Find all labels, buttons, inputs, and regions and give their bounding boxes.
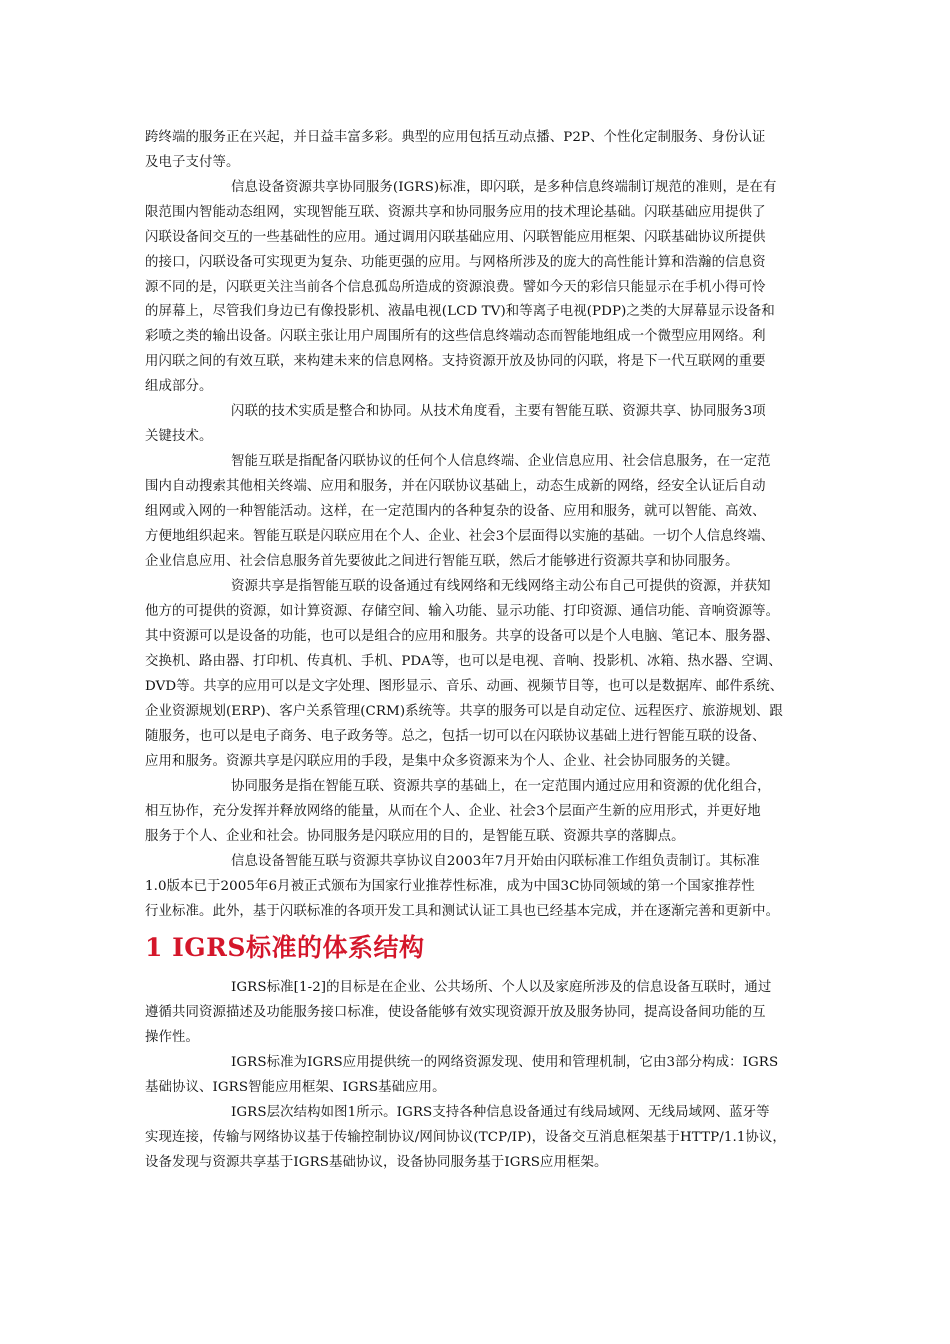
para-2-line-1: 信息设备资源共享协同服务(IGRS)标准，即闪联，是多种信息终端制订规范的准则，是在有: [231, 180, 777, 195]
para-5-line-8: 应用和服务。资源共享是闪联应用的手段，是集中众多资源来为个人、企业、社会协同服务的关键。: [145, 754, 739, 769]
section-para-1-line-3: 操作性。: [145, 1030, 199, 1045]
para-2-line-7: 彩喷之类的输出设备。闪联主张让用户周围所有的这些信息终端动态而智能地组成一个微型应用网络。利: [145, 329, 766, 344]
para-5-line-2: 他方的可提供的资源，如计算资源、存储空间、输入功能、显示功能、打印资源、通信功能、音响资源等。: [145, 604, 780, 619]
section-para-3-line-3: 设备发现与资源共享基于IGRS基础协议，设备协同服务基于IGRS应用框架。: [145, 1155, 608, 1170]
para-4-line-4: 方便地组织起来。智能互联是闪联应用在个人、企业、社会3个层面得以实施的基础。一切个人信息终端、: [145, 529, 775, 544]
section-heading: 1 IGRS标准的体系结构: [145, 933, 425, 962]
para-1-line-2: 及电子支付等。: [145, 155, 240, 170]
para-5-line-5: DVD等。共享的应用可以是文字处理、图形显示、音乐、动画、视频节目等，也可以是数据库、邮件系统、: [145, 679, 784, 694]
section-para-1-line-1: IGRS标准[1-2]的目标是在企业、公共场所、个人以及家庭所涉及的信息设备互联时，通过: [231, 980, 772, 995]
para-5-line-4: 交换机、路由器、打印机、传真机、手机、PDA等，也可以是电视、音响、投影机、冰箱、热水器、空调、: [145, 654, 782, 669]
para-2-line-5: 源不同的是，闪联更关注当前各个信息孤岛所造成的资源浪费。譬如今天的彩信只能显示在手机小得可怜: [145, 280, 766, 295]
section-para-1-line-2: 遵循共同资源描述及功能服务接口标准，使设备能够有效实现资源开放及服务协同，提高设备间功能的互: [145, 1005, 766, 1020]
para-4-line-1: 智能互联是指配备闪联协议的任何个人信息终端、企业信息应用、社会信息服务，在一定范: [231, 454, 771, 469]
para-2-line-9: 组成部分。: [145, 379, 213, 394]
para-7-line-2: 1.0版本已于2005年6月被正式颁布为国家行业推荐性标准，成为中国3C协同领域的第一个国家推荐性: [145, 879, 755, 894]
para-6-line-3: 服务于个人、企业和社会。协同服务是闪联应用的目的，是智能互联、资源共享的落脚点。: [145, 829, 685, 844]
para-3-line-2: 关键技术。: [145, 429, 213, 444]
section-para-3-line-2: 实现连接，传输与网络协议基于传输控制协议/网间协议(TCP/IP)，设备交互消息框架基于HTTP/1.1协议，: [145, 1130, 786, 1145]
para-1-line-1: 跨终端的服务正在兴起，并日益丰富多彩。典型的应用包括互动点播、P2P、个性化定制服务、身份认证: [145, 130, 766, 145]
para-2-line-2: 限范围内智能动态组网，实现智能互联、资源共享和协同服务应用的技术理论基础。闪联基础应用提供了: [145, 205, 766, 220]
para-3-line-1: 闪联的技术实质是整合和协同。从技术角度看，主要有智能互联、资源共享、协同服务3项: [231, 404, 766, 419]
para-7-line-3: 行业标准。此外，基于闪联标准的各项开发工具和测试认证工具也已经基本完成，并在逐渐完善和更新中。: [145, 904, 780, 919]
para-2-line-6: 的屏幕上，尽管我们身边已有像投影机、液晶电视(LCD TV)和等离子电视(PDP)之类的大屏幕显示设备和: [145, 304, 775, 319]
para-6-line-2: 相互协作，充分发挥并释放网络的能量，从而在个人、企业、社会3个层面产生新的应用形式，并更好地: [145, 804, 761, 819]
section-para-3-line-1: IGRS层次结构如图1所示。IGRS支持各种信息设备通过有线局域网、无线局域网、蓝牙等: [231, 1105, 770, 1120]
para-5-line-1: 资源共享是指智能互联的设备通过有线网络和无线网络主动公布自己可提供的资源，并获知: [231, 579, 771, 594]
para-2-line-8: 用闪联之间的有效互联，来构建未来的信息网格。支持资源开放及协同的闪联，将是下一代互联网的重要: [145, 354, 766, 369]
para-6-line-1: 协同服务是指在智能互联、资源共享的基础上，在一定范围内通过应用和资源的优化组合，: [231, 779, 771, 794]
section-para-2-line-2: 基础协议、IGRS智能应用框架、IGRS基础应用。: [145, 1080, 446, 1095]
para-5-line-7: 随服务，也可以是电子商务、电子政务等。总之，包括一切可以在闪联协议基础上进行智能互联的设备、: [145, 729, 766, 744]
para-4-line-3: 组网或入网的一种智能活动。这样，在一定范围内的各种复杂的设备、应用和服务，就可以智能、高效、: [145, 504, 766, 519]
para-7-line-1: 信息设备智能互联与资源共享协议自2003年7月开始由闪联标准工作组负责制订。其标准: [231, 854, 760, 869]
para-4-line-2: 围内自动搜索其他相关终端、应用和服务，并在闪联协议基础上，动态生成新的网络，经安全认证后自动: [145, 479, 766, 494]
section-para-2-line-1: IGRS标准为IGRS应用提供统一的网络资源发现、使用和管理机制，它由3部分构成：IGRS: [231, 1055, 779, 1070]
para-2-line-4: 的接口，闪联设备可实现更为复杂、功能更强的应用。与网格所涉及的庞大的高性能计算和浩瀚的信息资: [145, 255, 766, 270]
para-5-line-6: 企业资源规划(ERP)、客户关系管理(CRM)系统等。共享的服务可以是自动定位、远程医疗、旅游规划、跟: [145, 704, 783, 719]
para-2-line-3: 闪联设备间交互的一些基础性的应用。通过调用闪联基础应用、闪联智能应用框架、闪联基础协议所提供: [145, 230, 766, 245]
para-4-line-5: 企业信息应用、社会信息服务首先要彼此之间进行智能互联，然后才能够进行资源共享和协同服务。: [145, 554, 739, 569]
para-5-line-3: 其中资源可以是设备的功能，也可以是组合的应用和服务。共享的设备可以是个人电脑、笔记本、服务器、: [145, 629, 780, 644]
